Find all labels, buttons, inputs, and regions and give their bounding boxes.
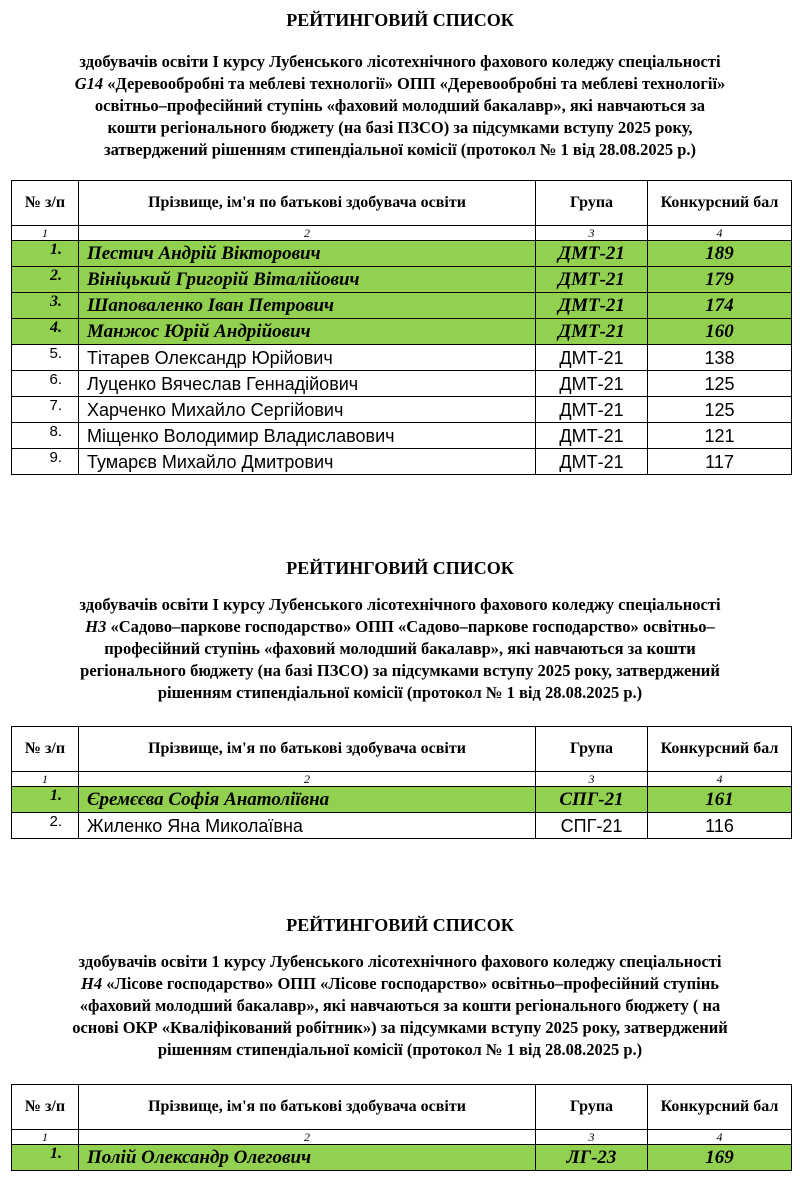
section-description-line: регіонального бюджету (на базі ПЗСО) за підсумками вступу 2025 року, затверджений xyxy=(80,661,720,680)
group-cell: ДМТ-21 xyxy=(536,371,648,397)
group-cell: ЛГ-23 xyxy=(536,1145,648,1171)
score-cell: 125 xyxy=(648,371,792,397)
group-cell: СПГ-21 xyxy=(536,813,648,839)
column-number: 3 xyxy=(536,1130,648,1145)
table-row xyxy=(12,319,792,345)
header-num: № з/п xyxy=(12,1085,79,1130)
student-name: Шаповаленко Іван Петрович xyxy=(79,293,536,319)
section-description-line: здобувачів освіти І курсу Лубенського лісотехнічного фахового коледжу спеціальності xyxy=(79,595,721,614)
column-number: 4 xyxy=(648,226,792,241)
section-description-line: затверджений рішенням стипендіальної комісії (протокол № 1 від 28.08.2025 р.) xyxy=(103,140,697,159)
student-name: Пестич Андрій Вікторович xyxy=(79,241,536,267)
score-cell: 116 xyxy=(648,813,792,839)
header-num: № з/п xyxy=(12,727,79,772)
table-row xyxy=(12,371,792,397)
rating-table xyxy=(11,1084,792,1171)
section-description-line: Н4 «Лісове господарство» ОПП «Лісове господарство» освітньо–професійний ступінь xyxy=(81,974,719,993)
score-cell: 179 xyxy=(648,267,792,293)
table-row xyxy=(12,787,792,813)
score-cell: 189 xyxy=(648,241,792,267)
section-description-line: Н3 «Садово–паркове господарство» ОПП «Садово–паркове господарство» освітньо– xyxy=(85,617,715,636)
specialty-code: Н4 xyxy=(81,974,103,993)
row-number: 1. xyxy=(12,787,79,813)
header-name: Прізвище, ім'я по батькові здобувача освіти xyxy=(79,181,536,226)
student-name: Харченко Михайло Сергійович xyxy=(79,397,536,423)
section-title: РЕЙТИНГОВИЙ СПИСОК xyxy=(286,558,514,578)
column-number: 1 xyxy=(12,772,79,787)
table-row xyxy=(12,345,792,371)
row-number: 5. xyxy=(12,345,79,371)
column-number: 2 xyxy=(79,772,536,787)
group-cell: ДМТ-21 xyxy=(536,241,648,267)
table-row xyxy=(12,293,792,319)
row-number: 2. xyxy=(12,813,79,839)
header-group: Група xyxy=(536,727,648,772)
header-score: Конкурсний бал xyxy=(648,181,792,226)
section-description-line: кошти регіонального бюджету (на базі ПЗСО) за підсумками вступу 2025 року, xyxy=(107,118,693,137)
score-cell: 169 xyxy=(648,1145,792,1171)
group-cell: ДМТ-21 xyxy=(536,449,648,475)
section-1 xyxy=(0,9,800,161)
row-number: 7. xyxy=(12,397,79,423)
row-number: 4. xyxy=(12,319,79,345)
column-number: 4 xyxy=(648,772,792,787)
row-number: 2. xyxy=(12,267,79,293)
row-number: 6. xyxy=(12,371,79,397)
score-cell: 161 xyxy=(648,787,792,813)
table-row xyxy=(12,397,792,423)
column-number: 2 xyxy=(79,226,536,241)
section-3 xyxy=(0,914,800,1061)
section-description-line: здобувачів освіти 1 курсу Лубенського лісотехнічного фахового коледжу спеціальності xyxy=(78,952,722,971)
score-cell: 121 xyxy=(648,423,792,449)
table-row xyxy=(12,423,792,449)
row-number: 1. xyxy=(12,241,79,267)
score-cell: 174 xyxy=(648,293,792,319)
section-description-line: освітньо–професійний ступінь «фаховий молодший бакалавр», які навчаються за xyxy=(94,96,706,115)
section-description-line: G14 «Деревообробні та меблеві технології» ОПП «Деревообробні та меблеві технології» xyxy=(74,74,726,93)
column-number: 3 xyxy=(536,226,648,241)
header-group: Група xyxy=(536,181,648,226)
section-title: РЕЙТИНГОВИЙ СПИСОК xyxy=(286,915,514,935)
specialty-code: Н3 xyxy=(85,617,107,636)
table-row xyxy=(12,1145,792,1171)
group-cell: СПГ-21 xyxy=(536,787,648,813)
student-name: Тумарєв Михайло Дмитрович xyxy=(79,449,536,475)
group-cell: ДМТ-21 xyxy=(536,293,648,319)
column-number: 1 xyxy=(12,226,79,241)
section-description-line: рішенням стипендіальної комісії (протокол № 1 від 28.08.2025 р.) xyxy=(157,1040,643,1059)
header-score: Конкурсний бал xyxy=(648,1085,792,1130)
header-num: № з/п xyxy=(12,181,79,226)
student-name: Полій Олександр Олегович xyxy=(79,1145,536,1171)
group-cell: ДМТ-21 xyxy=(536,267,648,293)
column-number: 1 xyxy=(12,1130,79,1145)
row-number: 8. xyxy=(12,423,79,449)
section-title: РЕЙТИНГОВИЙ СПИСОК xyxy=(286,10,514,30)
column-number: 2 xyxy=(79,1130,536,1145)
header-group: Група xyxy=(536,1085,648,1130)
section-description-line: здобувачів освіти І курсу Лубенського лісотехнічного фахового коледжу спеціальності xyxy=(79,52,721,71)
table-body xyxy=(12,787,792,839)
header-name: Прізвище, ім'я по батькові здобувача освіти xyxy=(79,1085,536,1130)
row-number: 1. xyxy=(12,1145,79,1171)
specialty-code: G14 xyxy=(74,74,104,93)
group-cell: ДМТ-21 xyxy=(536,423,648,449)
section-description-line: рішенням стипендіальної комісії (протокол № 1 від 28.08.2025 р.) xyxy=(157,683,643,702)
student-name: Жиленко Яна Миколаївна xyxy=(79,813,536,839)
score-cell: 138 xyxy=(648,345,792,371)
student-name: Вініцький Григорій Віталійович xyxy=(79,267,536,293)
section-description-line: професійний ступінь «фаховий молодший бакалавр», які навчаються за кошти xyxy=(104,639,696,658)
table-body xyxy=(12,241,792,475)
group-cell: ДМТ-21 xyxy=(536,397,648,423)
score-cell: 117 xyxy=(648,449,792,475)
table-row xyxy=(12,813,792,839)
student-name: Тітарев Олександр Юрійович xyxy=(79,345,536,371)
table-row xyxy=(12,267,792,293)
row-number: 9. xyxy=(12,449,79,475)
column-number: 4 xyxy=(648,1130,792,1145)
group-cell: ДМТ-21 xyxy=(536,345,648,371)
student-name: Манжос Юрій Андрійович xyxy=(79,319,536,345)
score-cell: 160 xyxy=(648,319,792,345)
rating-table xyxy=(11,726,792,839)
table-row xyxy=(12,449,792,475)
group-cell: ДМТ-21 xyxy=(536,319,648,345)
row-number: 3. xyxy=(12,293,79,319)
section-description-line: «фаховий молодший бакалавр», які навчаються за кошти регіонального бюджету ( на xyxy=(79,996,721,1015)
section-description-line: основі ОКР «Кваліфікований робітник») за підсумками вступу 2025 року, затверджений xyxy=(72,1018,728,1037)
student-name: Єремєєва Софія Анатоліївна xyxy=(79,787,536,813)
column-number: 3 xyxy=(536,772,648,787)
table-body xyxy=(12,1145,792,1171)
header-score: Конкурсний бал xyxy=(648,727,792,772)
header-name: Прізвище, ім'я по батькові здобувача освіти xyxy=(79,727,536,772)
table-row xyxy=(12,241,792,267)
score-cell: 125 xyxy=(648,397,792,423)
rating-table xyxy=(11,180,792,475)
student-name: Луценко Вячеслав Геннадійович xyxy=(79,371,536,397)
student-name: Міщенко Володимир Владиславович xyxy=(79,423,536,449)
section-2 xyxy=(0,557,800,704)
